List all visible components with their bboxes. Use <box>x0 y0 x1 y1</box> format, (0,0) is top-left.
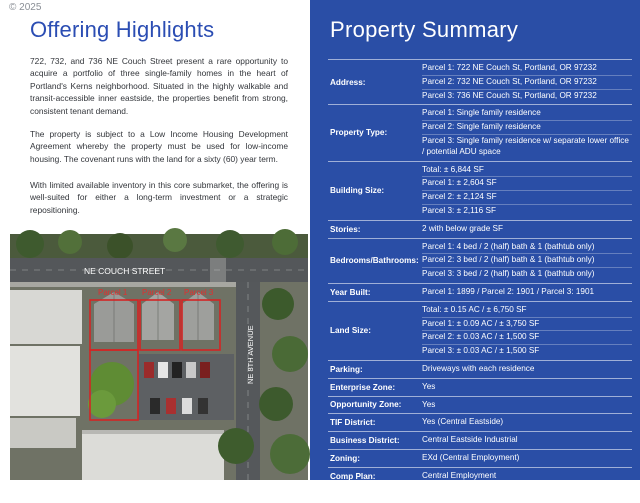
parcel-1-label: Parcel 1 <box>98 288 128 297</box>
summary-value-line: Parcel 3: 736 NE Couch St, Portland, OR 97232 <box>422 90 597 100</box>
summary-row-value <box>422 450 632 467</box>
property-summary-panel <box>310 0 640 499</box>
summary-value-line: Total: ± 0.15 AC / ± 6,750 SF <box>422 305 632 318</box>
parcel-2-label: Parcel 2 <box>142 288 172 297</box>
summary-row <box>328 397 632 415</box>
summary-row-label: Parking: <box>330 364 363 374</box>
summary-row-label: Enterprise Zone: <box>330 382 396 392</box>
street-label: NE COUCH STREET <box>84 266 166 276</box>
summary-row-value <box>422 105 632 160</box>
summary-row-value <box>422 432 632 449</box>
summary-row <box>328 432 632 450</box>
summary-row <box>328 105 632 161</box>
summary-row <box>328 468 632 486</box>
summary-row-label: Zoning: <box>330 453 361 463</box>
copyright-watermark: © 2025 <box>9 2 42 13</box>
summary-value-line: Parcel 2: ± 2,124 SF <box>422 192 632 205</box>
summary-row-label: Stories: <box>330 224 361 234</box>
summary-value-line: Yes <box>422 381 436 391</box>
offering-highlights-title: Offering Highlights <box>30 17 215 42</box>
summary-value-line: Parcel 1: Single family residence <box>422 108 632 121</box>
summary-row-value <box>422 162 632 220</box>
summary-value-line: EXd (Central Employment) <box>422 452 520 462</box>
summary-row-value <box>422 414 632 431</box>
highlights-paragraph-1: 722, 732, and 736 NE Couch Street present a rare opportunity to acquire a portfolio of three single-family homes in the heart of Portland's Kerns neighborhood. Situated in the highly walkable and transit-accessible inner eastside, the properties benefit from strong, consistent tenant demand. <box>30 56 288 116</box>
summary-row <box>328 221 632 239</box>
summary-row-label: Business District: <box>330 436 400 446</box>
summary-value-line: Parcel 2: 3 bed / 2 (half) bath & 1 (bathtub only) <box>422 255 632 268</box>
summary-row-value <box>422 486 632 503</box>
summary-row-value <box>422 284 632 301</box>
summary-value-line: Total: ± 6,844 SF <box>422 165 632 178</box>
summary-value-line: Parcel 2: Single family residence <box>422 122 632 135</box>
summary-value-line: Central Employment <box>422 470 497 480</box>
summary-value-line: Parcel 1: 1899 / Parcel 2: 1901 / Parcel 3: 1901 <box>422 286 595 296</box>
summary-row-label: Land Size: <box>330 326 371 336</box>
summary-value-line: Parcel 1: 722 NE Couch St, Portland, OR 97232 <box>422 63 632 76</box>
summary-row-label: Opportunity Zone: <box>330 400 402 410</box>
summary-row <box>328 59 632 105</box>
aerial-site-photo <box>10 234 308 480</box>
summary-row-value <box>422 397 632 414</box>
summary-value-line: Parcel 1: ± 2,604 SF <box>422 178 632 191</box>
avenue-label: NE 8TH AVENUE <box>246 325 255 384</box>
summary-row-label: Parcel(s): <box>330 489 368 499</box>
summary-value-line: Parcel 3: 3 bed / 2 (half) bath & 1 (bathtub only) <box>422 269 595 279</box>
summary-row-label: Building Size: <box>330 186 385 196</box>
summary-row-value <box>422 361 632 378</box>
summary-value-line: 2 with below grade SF <box>422 223 504 233</box>
summary-row-label: Bedrooms/Bathrooms: <box>330 256 419 266</box>
summary-value-line: Driveways with each residence <box>422 363 535 373</box>
summary-row-label: Comp Plan: <box>330 471 376 481</box>
property-summary-table <box>328 59 632 503</box>
parcel-3-label: Parcel 3 <box>184 288 214 297</box>
summary-row <box>328 284 632 302</box>
summary-value-line: Central Eastside Industrial <box>422 435 518 445</box>
summary-value-line: Yes <box>422 399 436 409</box>
summary-value-line: Parcel 3: ± 2,116 SF <box>422 205 496 215</box>
summary-row-value <box>422 221 632 238</box>
summary-row <box>328 302 632 361</box>
summary-row-value <box>422 239 632 283</box>
summary-row <box>328 361 632 379</box>
summary-row <box>328 414 632 432</box>
summary-row <box>328 450 632 468</box>
summary-value-line: Yes (Central Eastside) <box>422 417 504 427</box>
summary-row-value <box>422 379 632 396</box>
summary-row <box>328 486 632 503</box>
summary-row-value <box>422 60 632 104</box>
summary-value-line: R150299 / R150300 / R150301 <box>422 488 536 498</box>
summary-value-line: Parcel 2: 732 NE Couch St, Portland, OR 97232 <box>422 77 632 90</box>
summary-row-label: Property Type: <box>330 128 388 138</box>
offering-highlights-panel <box>0 0 310 480</box>
summary-row <box>328 379 632 397</box>
summary-row-label: TIF District: <box>330 418 376 428</box>
highlights-paragraph-2: The property is subject to a Low Income Housing Development Agreement whereby the property must be used for low-income housing. The covenant runs with the land for a sixty (60) year term. <box>30 129 288 164</box>
summary-value-line: Parcel 1: 4 bed / 2 (half) bath & 1 (bathtub only) <box>422 242 632 255</box>
summary-row <box>328 239 632 284</box>
summary-row-value <box>422 302 632 360</box>
summary-row <box>328 162 632 221</box>
summary-value-line: Parcel 2: ± 0.03 AC / ± 1,500 SF <box>422 332 632 345</box>
highlights-paragraph-3: With limited available inventory in this core submarket, the offering is well-suited for either a long-term investment or a strategic repositioning. <box>30 180 288 215</box>
summary-value-line: Parcel 3: ± 0.03 AC / ± 1,500 SF <box>422 346 540 356</box>
summary-row-label: Address: <box>330 77 366 87</box>
summary-value-line: Parcel 1: ± 0.09 AC / ± 3,750 SF <box>422 319 632 332</box>
summary-value-line: Parcel 3: Single family residence w/ separate lower office / potential ADU space <box>422 135 629 156</box>
summary-row-label: Year Built: <box>330 287 371 297</box>
summary-row-value <box>422 468 632 485</box>
property-summary-title: Property Summary <box>330 17 519 42</box>
